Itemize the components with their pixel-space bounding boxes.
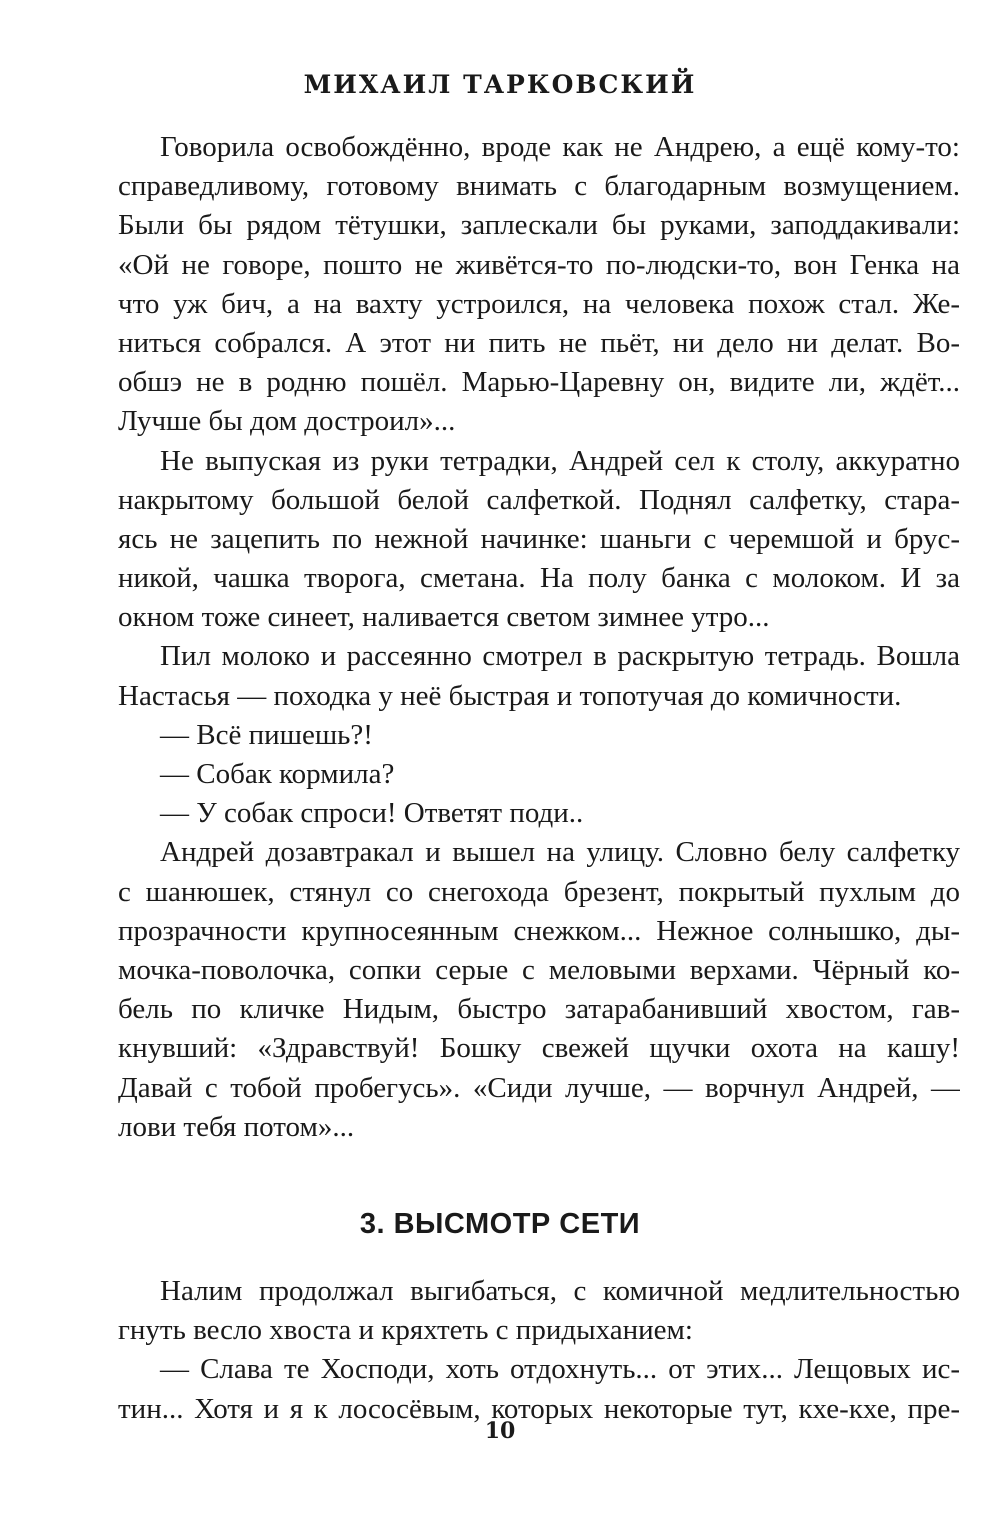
text-line: Были бы рядом тётушки, заплескали бы руками, заподдакивали:: [118, 209, 960, 242]
text-line: Не выпуская из руки тетрадки, Андрей сел к столу, аккуратно: [160, 444, 960, 477]
dialogue-line: — У собак спроси! Ответят поди..: [160, 797, 584, 830]
page-number: 10: [484, 1418, 516, 1444]
text-line: ниться собрался. А этот ни пить не пьёт, ни дело ни делат. Во-: [118, 326, 960, 359]
text-line: окном тоже синеет, наливается светом зимнее утро...: [118, 601, 770, 634]
text-line: ясь не зацепить по нежной начинке: шаньги с черемшой и брус-: [118, 522, 960, 555]
text-line: справедливому, готовому внимать с благодарным возмущением.: [118, 170, 960, 203]
dialogue-line: — Собак кормила?: [160, 758, 395, 790]
running-head-author: МИХАИЛ ТАРКОВСКИЙ: [303, 70, 697, 99]
text-line: Андрей дозавтракал и вышел на улицу. Словно белу салфетку: [160, 836, 960, 869]
dialogue-line: — Слава те Хосподи, хоть отдохнуть... от этих... Лещовых ис-: [160, 1353, 960, 1386]
text-line: с шанюшек, стянул со снегохода брезент, покрытый пухлым до: [118, 875, 960, 908]
text-line: гнуть весло хвоста и кряхтеть с придыханием:: [118, 1314, 693, 1347]
text-line: «Ой не говоре, пошто не живётся-то по-людски-то, вон Генка на: [118, 248, 960, 281]
text-block-section: [118, 1272, 960, 1429]
text-line: Лучше бы дом достроил»...: [118, 405, 456, 438]
text-line: Говорила освобождённо, вроде как не Андрею, а ещё кому-то:: [160, 131, 960, 163]
text-line: мочка-поволочка, сопки серые с меловыми верхами. Чёрный ко-: [118, 953, 960, 986]
text-line: тин... Хотя и я к лососёвым, которых некоторые тут, кхе-кхе, пре-: [118, 1392, 960, 1425]
text-block-main: [118, 128, 960, 1147]
text-line: накрытому большой белой салфеткой. Поднял салфетку, стара-: [118, 483, 960, 516]
section-heading: 3. ВЫСМОТР СЕТИ: [359, 1208, 641, 1240]
text-line: кнувший: «Здравствуй! Бошку свежей щучки охота на кашу!: [118, 1032, 960, 1065]
dialogue-line: — Всё пишешь?!: [160, 718, 373, 751]
text-line: Налим продолжал выгибаться, с комичной медлительностью: [160, 1275, 960, 1307]
text-line: никой, чашка творога, сметана. На полу банка с молоком. И за: [118, 562, 960, 595]
text-line: что уж бич, а на вахту устроился, на человека похож стал. Же-: [118, 287, 960, 320]
text-line: прозрачности крупносеянным снежком... Нежное солнышко, ды-: [118, 914, 960, 947]
text-line: бель по кличке Нидым, быстро затарабанивший хвостом, гав-: [118, 993, 960, 1026]
text-line: лови тебя потом»...: [118, 1110, 355, 1143]
text-line: Давай с тобой пробегусь». «Сиди лучше, — ворчнул Андрей, —: [118, 1071, 960, 1104]
text-line: Пил молоко и рассеянно смотрел в раскрытую тетрадь. Вошла: [160, 640, 960, 673]
text-line: обшэ не в родню пошёл. Марью-Царевну он, видите ли, ждёт...: [118, 366, 960, 399]
text-line: Настасья — походка у неё быстрая и топотучая до комичности.: [118, 679, 902, 712]
